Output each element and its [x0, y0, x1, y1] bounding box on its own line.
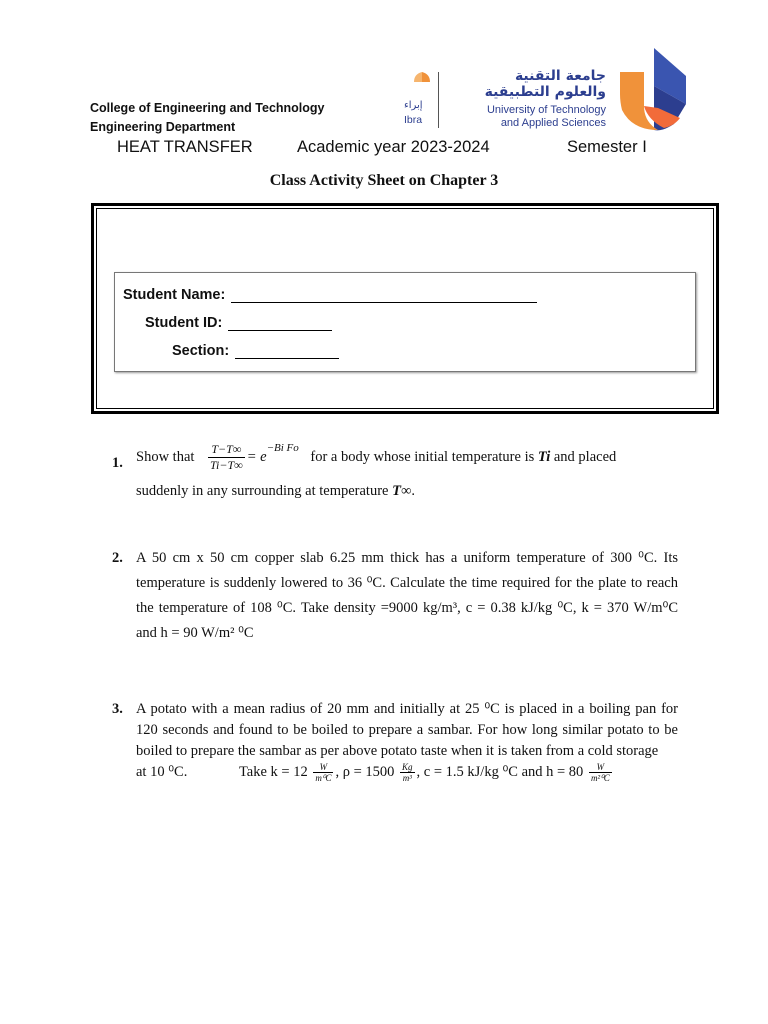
q3-rho-den: m³	[402, 773, 412, 784]
q3-rho-unit	[400, 762, 415, 783]
q3-rho: , ρ = 1500	[335, 764, 395, 780]
q1-eq-rhs: = e	[246, 448, 267, 465]
q1-line2: suddenly in any surrounding at temperature	[136, 483, 389, 499]
student-name-line[interactable]	[231, 288, 537, 303]
q1-after-eq: for a body whose initial temperature is	[310, 448, 535, 465]
q1-show-that: Show that	[136, 448, 195, 465]
student-name-label: Student Name:	[123, 287, 226, 303]
logo-divider	[438, 72, 439, 128]
college-name: College of Engineering and Technology	[90, 101, 325, 115]
q3-k-den: m⁰C	[315, 773, 332, 784]
q3-take-k: Take k = 12	[238, 764, 308, 780]
section-label: Section:	[172, 343, 230, 359]
question-number: 2.	[112, 550, 123, 566]
question-3	[112, 699, 678, 783]
ibra-english: Ibra	[404, 114, 423, 126]
college-info	[90, 99, 325, 137]
question-3-last-line	[136, 762, 678, 783]
ibra-arabic: إبراء	[404, 100, 423, 111]
question-1-line1	[136, 440, 678, 473]
q1-frac-numerator: T−T∞	[208, 442, 245, 458]
course-name: HEAT TRANSFER	[117, 138, 253, 156]
page-title: Class Activity Sheet on Chapter 3	[269, 172, 499, 189]
student-id-line[interactable]	[228, 316, 332, 331]
question-3-text: A potato with a mean radius of 20 mm and initially at 25 ⁰C is placed in a boiling pan for 120 seconds and found to be boiled to prepare a sambar. For how long similar potato to be boiled to prepare the sambar as per above potato taste when it is taken from a cold storage	[136, 701, 678, 759]
q3-h-unit	[589, 762, 612, 783]
question-1	[112, 440, 678, 504]
university-logo	[398, 46, 690, 132]
q1-frac-denominator: Ti−T∞	[210, 458, 243, 472]
q3-h-den: m²⁰C	[590, 773, 610, 784]
q1-exponent: −Bi Fo	[266, 442, 299, 454]
q3-k-unit	[313, 762, 333, 783]
question-2-text: A 50 cm x 50 cm copper slab 6.25 mm thick has a uniform temperature of 300 ⁰C. Its temperature is suddenly lowered to 36 ⁰C. Calculate the time required for the plate to reach the temperature of 108 ⁰C. Take density =9000 kg/m³, c = 0.38 kJ/kg ⁰C, k = 370 W/m⁰C and h = 90 W/m² ⁰C	[136, 550, 678, 641]
university-emblem-icon	[618, 46, 690, 132]
semester: Semester I	[567, 138, 647, 156]
q1-after-ti: and placed	[553, 448, 617, 465]
q1-end: .	[411, 483, 415, 499]
question-2	[112, 546, 678, 646]
student-id-label: Student ID:	[145, 315, 223, 331]
department-name: Engineering Department	[90, 120, 236, 134]
q1-fraction	[208, 442, 245, 473]
univ-english-1: University of Technology	[486, 104, 606, 116]
q3-h-num: W	[589, 762, 612, 773]
q3-k-num: W	[313, 762, 333, 773]
student-info-box	[114, 272, 696, 372]
ibra-mark-icon	[412, 70, 432, 92]
student-name-field[interactable]	[123, 287, 537, 303]
student-id-field[interactable]	[145, 315, 332, 331]
univ-arabic-1: جامعة التقنية	[514, 68, 606, 84]
question-number: 1.	[112, 455, 123, 471]
academic-year: Academic year 2023-2024	[297, 138, 490, 156]
q3-last-start: at 10 ⁰C.	[136, 764, 188, 780]
univ-arabic-2: والعلوم التطبيقية	[484, 84, 606, 100]
q1-tinf: T∞	[392, 483, 412, 499]
univ-english-2: and Applied Sciences	[500, 117, 606, 129]
question-number: 3.	[112, 701, 123, 717]
q1-ti: Ti	[537, 448, 551, 465]
section-line[interactable]	[235, 344, 339, 359]
question-1-line2	[136, 479, 678, 504]
section-field[interactable]	[172, 343, 339, 359]
q3-rho-num: Kg	[402, 762, 413, 773]
q3-c-h: , c = 1.5 kJ/kg ⁰C and h = 80	[416, 764, 584, 780]
